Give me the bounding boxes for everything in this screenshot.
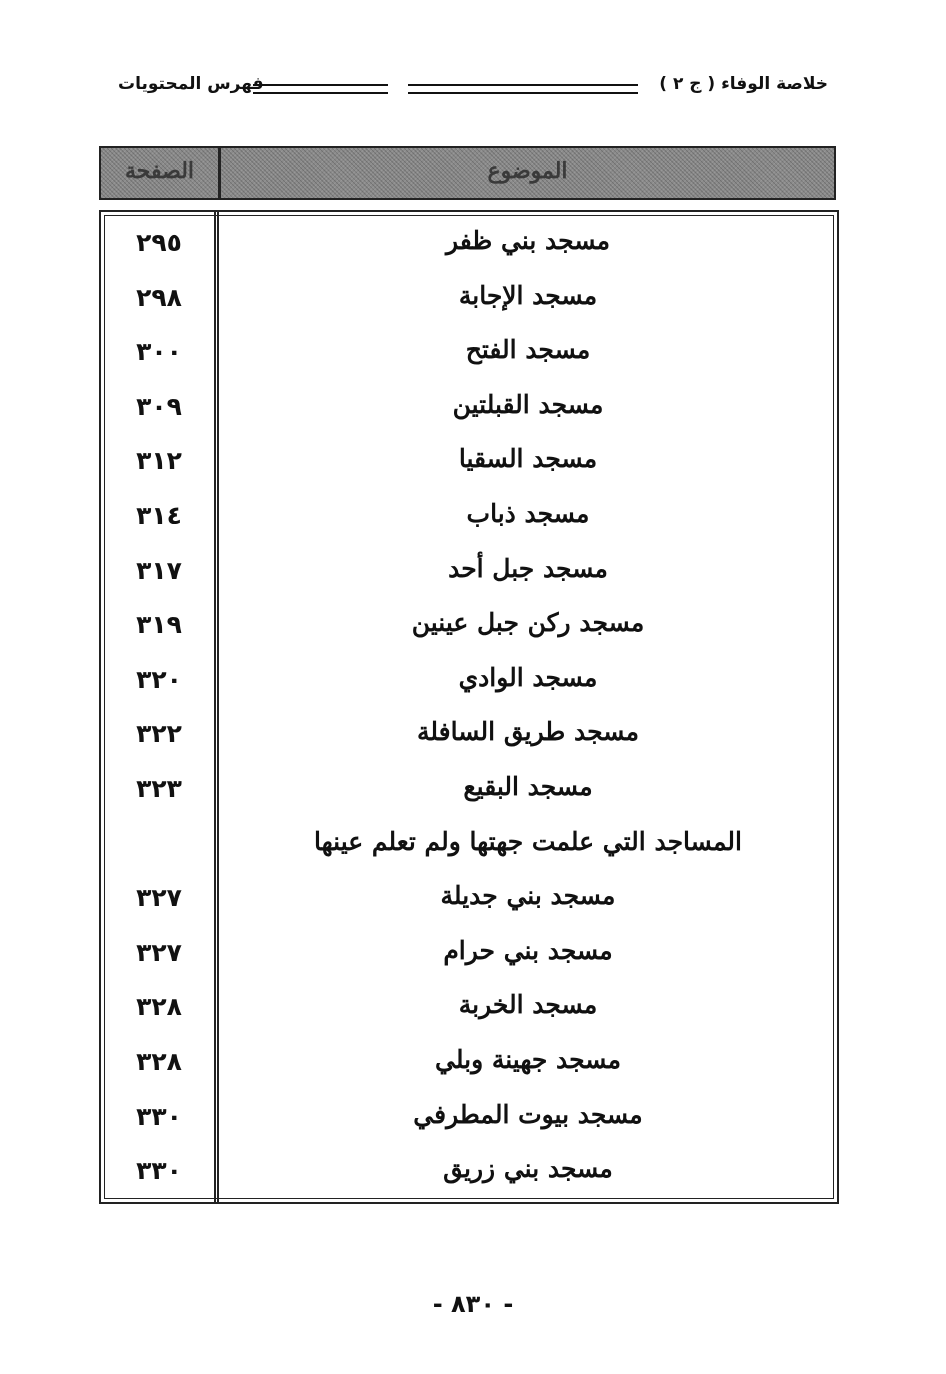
row-page-number: ٣١٢: [136, 446, 182, 476]
row-topic: مسجد بني ظفر: [445, 226, 611, 255]
column-header-page-label: الصفحة: [124, 158, 195, 184]
header-rule-left: [253, 84, 388, 94]
row-topic: مسجد القبلتين: [452, 389, 604, 419]
table-row: [101, 602, 837, 656]
table-row: [101, 1039, 837, 1093]
table-body: [99, 210, 839, 1204]
table-row: [101, 438, 837, 492]
header-rule-right: [408, 84, 638, 94]
row-page-number: ٢٩٨: [136, 282, 182, 312]
row-topic: مسجد بني زريق: [443, 1154, 613, 1184]
header-section-title: فهرس المحتويات: [118, 74, 264, 94]
row-topic: مسجد الفتح: [465, 335, 591, 365]
column-header-page: [101, 148, 221, 198]
table-row: [101, 493, 837, 547]
table-row: [101, 766, 837, 820]
row-topic: مسجد ذباب: [466, 499, 590, 528]
table-row: [101, 548, 837, 602]
row-topic: مسجد الإجابة: [458, 280, 598, 310]
row-page-number: ٣٢٣: [136, 774, 182, 803]
row-page-number: ٣٣٠: [136, 1101, 182, 1131]
row-page-number: ٣٢٢: [136, 719, 182, 749]
row-topic: مسجد ركن جبل عينين: [411, 608, 645, 638]
row-topic: مسجد الخربة: [458, 990, 598, 1020]
row-page-number: ٣٢٨: [136, 992, 182, 1022]
table-row: [101, 984, 837, 1038]
row-page-number: ٣٠٠: [136, 337, 182, 367]
row-topic: مسجد الوادي: [458, 662, 598, 692]
header-book-title: خلاصة الوفاء ( ج ٢ ): [659, 74, 828, 94]
row-topic: مسجد بني جديلة: [440, 881, 616, 911]
table-header: [99, 146, 836, 200]
row-topic: مسجد جهينة وبلي: [435, 1045, 621, 1074]
row-page-number: ٣١٧: [136, 555, 182, 585]
table-row: [101, 711, 837, 765]
table-row: [101, 384, 837, 438]
row-topic: مسجد البقيع: [463, 772, 593, 801]
table-row: [101, 657, 837, 711]
table-row: [101, 1148, 837, 1202]
row-page-number: ٣٣٠: [136, 1156, 182, 1186]
table-row: [101, 930, 837, 984]
row-topic: مسجد جبل أحد: [448, 553, 608, 583]
row-page-number: ٣٢٨: [136, 1047, 182, 1076]
table-row: [101, 275, 837, 329]
row-topic: مسجد السقيا: [458, 444, 598, 474]
row-topic: المساجد التي علمت جهتها ولم تعلم عينها: [314, 826, 742, 856]
row-page-number: ٣٠٩: [136, 391, 182, 421]
row-page-number: ٢٩٥: [136, 228, 182, 257]
row-page-number: ٣١٩: [136, 610, 182, 640]
table-row: [101, 220, 837, 274]
column-header-topic-label: الموضوع: [487, 158, 568, 184]
row-page-number: ٣١٤: [136, 501, 182, 530]
table-row: [101, 329, 837, 383]
row-topic: مسجد بيوت المطرفي: [413, 1099, 643, 1129]
row-topic: مسجد بني حرام: [443, 935, 613, 965]
column-header-topic: [221, 148, 834, 198]
row-page-number: ٣٢٠: [136, 664, 182, 694]
table-row: [101, 875, 837, 929]
running-header: [118, 72, 828, 102]
page-number: - ٨٣٠ -: [432, 1290, 514, 1318]
table-row: [101, 821, 837, 875]
row-page-number: ٣٢٧: [136, 883, 182, 913]
table-row: [101, 1094, 837, 1148]
row-topic: مسجد طريق السافلة: [417, 717, 639, 747]
row-page-number: ٣٢٧: [136, 937, 182, 967]
